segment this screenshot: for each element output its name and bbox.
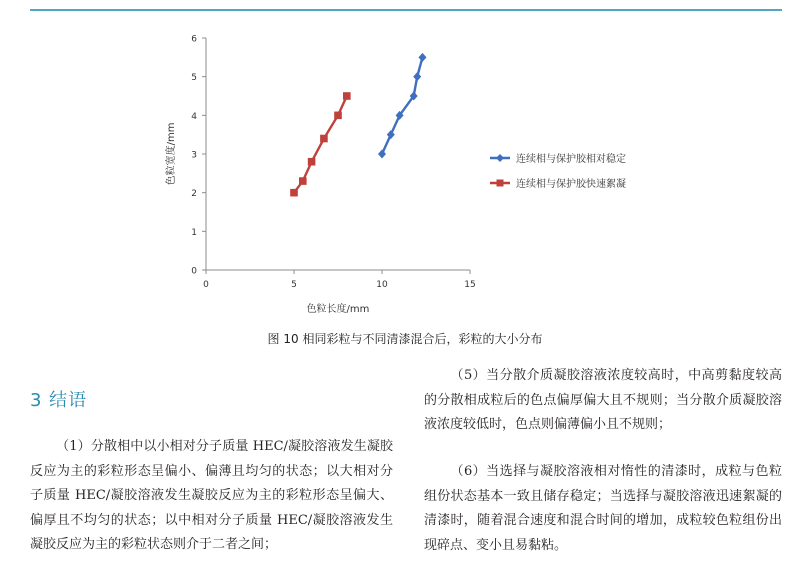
- data-point-square: [299, 177, 307, 185]
- paragraph-6-text: （6）当选择与凝胶溶液相对惰性的清漆时，成粒与色粒组份状态基本一致且储存稳定；当选择与凝胶溶液迅速絮凝的清漆时，随着混合速度和混合时间的增加，成粒较色粒组份出现碎点、变小且易黏粘。: [424, 464, 782, 553]
- figure-10: [160, 30, 660, 322]
- y-tick-label: 4: [191, 111, 197, 122]
- y-tick-label: 6: [191, 34, 197, 45]
- data-point-square: [308, 158, 316, 166]
- paragraph-5: [424, 364, 782, 438]
- paragraph-5-text: （5）当分散介质凝胶溶液浓度较高时，中高剪黏度较高的分散相成粒后的色点偏厚偏大且不规则；当分散介质凝胶溶液浓度较低时，色点则偏薄偏小且不规则；: [424, 368, 782, 432]
- series-line: [382, 57, 422, 154]
- y-axis-label: 色粒宽度/mm: [166, 122, 177, 186]
- y-tick-label: 3: [191, 150, 197, 161]
- x-tick-label: 5: [291, 280, 297, 290]
- section-heading: 3 结语: [30, 390, 88, 411]
- y-tick-label: 5: [191, 73, 197, 84]
- data-point-square: [334, 112, 342, 120]
- figure-caption: 图 10 相同彩粒与不同清漆混合后，彩粒的大小分布: [267, 332, 543, 346]
- paragraph-6: [424, 460, 782, 558]
- data-point-square: [290, 189, 298, 197]
- y-tick-label: 0: [191, 266, 197, 277]
- paragraph-1-text: （1）分散相中以小相对分子质量 HEC/凝胶溶液发生凝胶反应为主的彩粒形态呈偏小、偏薄且均匀的状态；以大相对分子质量 HEC/凝胶溶液发生凝胶反应为主的彩粒形态呈偏大、偏厚且不均匀的状态；以中相对分子质量 HEC/凝胶溶液发生凝胶反应为主的彩粒状态则介于二者之间；: [30, 439, 393, 552]
- x-axis-label: 色粒长度/mm: [306, 304, 370, 315]
- data-point-diamond: [387, 130, 395, 139]
- y-tick-label: 1: [191, 227, 197, 238]
- data-point-square: [343, 92, 351, 100]
- data-point-diamond: [418, 53, 426, 62]
- paragraph-1: [30, 435, 393, 558]
- legend-marker: [497, 180, 504, 187]
- x-tick-label: 0: [203, 280, 209, 290]
- x-tick-label: 15: [464, 280, 476, 290]
- data-point-diamond: [378, 150, 386, 159]
- header-rule: [30, 9, 782, 11]
- legend-marker: [496, 154, 504, 162]
- y-tick-label: 2: [191, 189, 197, 200]
- data-point-square: [320, 135, 328, 143]
- data-point-diamond: [413, 72, 421, 81]
- x-tick-label: 10: [376, 280, 388, 290]
- scatter-line-chart: [160, 30, 660, 322]
- legend-label: 连续相与保护胶快速絮凝: [516, 179, 626, 190]
- legend-label: 连续相与保护胶相对稳定: [516, 154, 626, 165]
